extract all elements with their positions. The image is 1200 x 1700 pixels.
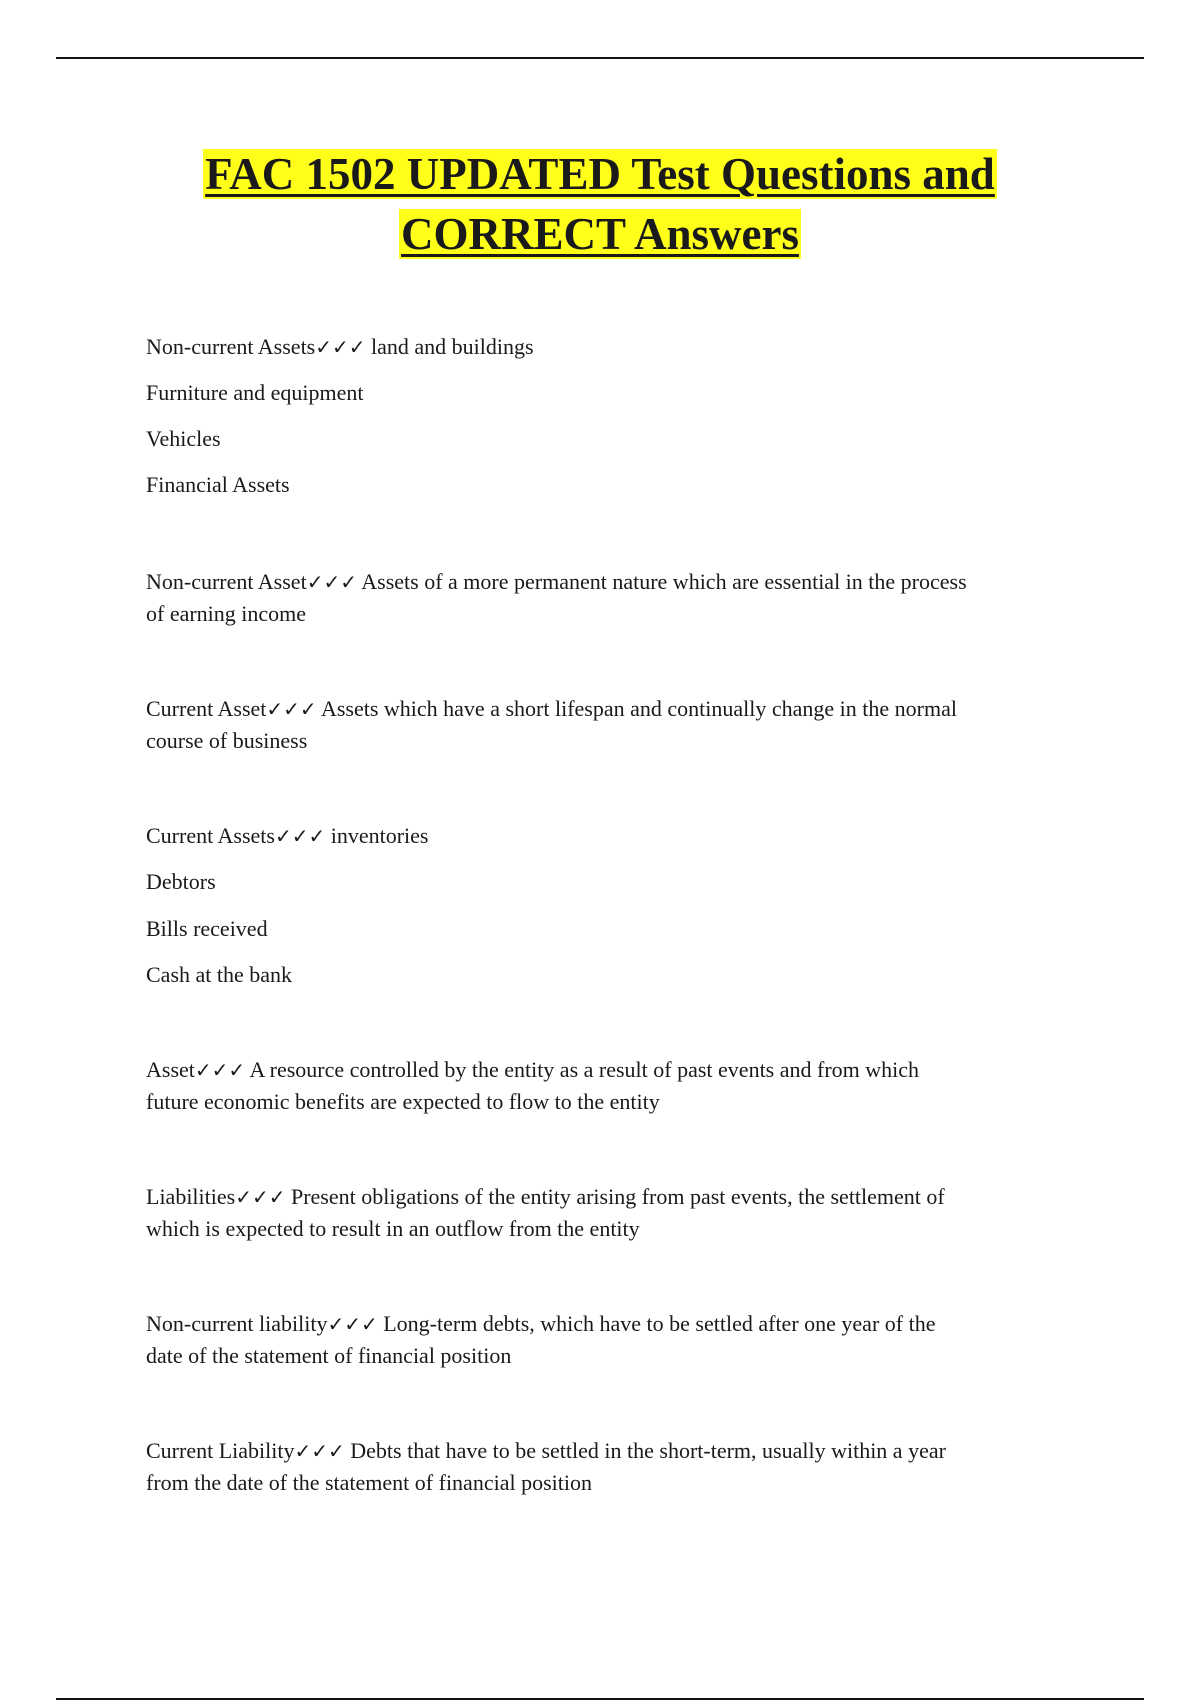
entry-term: Current Asset [146,696,267,721]
entry-term: Asset [146,1057,195,1082]
qa-entry [146,1308,1066,1372]
entry-answer: A resource controlled by the entity as a result of past events and from which [245,1057,920,1082]
qa-entry [146,331,1066,363]
entry-answer: Present obligations of the entity arising from past events, the settlement of [285,1184,945,1209]
entry-term: Current Liability [146,1438,295,1463]
qa-entry [146,566,1066,630]
entry-answer-continued: which is expected to result in an outflow from the entity [146,1216,640,1241]
qa-entry [146,1181,1066,1245]
list-item: Vehicles [146,426,221,451]
entry-answer: Assets of a more permanent nature which are essential in the process [356,569,967,594]
top-rule [56,57,1144,59]
entry-answer-continued: from the date of the statement of financial position [146,1470,592,1495]
qa-entry [146,693,1066,757]
entry-answer-continued: future economic benefits are expected to flow to the entity [146,1089,660,1114]
check-mark-icon: ✓✓✓ [294,1439,345,1463]
check-mark-icon: ✓✓✓ [274,824,326,848]
list-item: Bills received [146,916,268,941]
entry-answer: Assets which have a short lifespan and continually change in the normal [316,696,957,721]
entry-answer: Long-term debts, which have to be settled after one year of the [377,1311,936,1336]
entry-term: Current Assets [146,823,275,848]
entry-answer-continued: course of business [146,728,308,753]
qa-entry [146,820,1066,852]
title-line-2: CORRECT Answers [401,209,799,259]
check-mark-icon: ✓✓✓ [194,1058,246,1082]
entry-answer: land and buildings [365,334,534,359]
entry-answer-continued: of earning income [146,601,307,626]
list-item: Cash at the bank [146,962,293,987]
check-mark-icon: ✓✓✓ [306,570,357,594]
entry-answer: inventories [325,823,429,848]
check-mark-icon: ✓✓✓ [315,335,366,359]
title-line-1: FAC 1502 UPDATED Test Questions and [205,149,995,199]
list-item: Financial Assets [146,472,290,497]
qa-entry [146,1054,1066,1118]
entry-term: Non-current liability [146,1311,328,1336]
check-mark-icon: ✓✓✓ [235,1185,286,1209]
entry-term: Liabilities [146,1184,236,1209]
entry-term: Non-current Assets [146,334,316,359]
qa-entry [146,1435,1066,1499]
list-item: Debtors [146,869,216,894]
page-title [0,144,1200,264]
entry-answer: Debts that have to be settled in the short-term, usually within a year [344,1438,946,1463]
entry-answer-continued: date of the statement of financial position [146,1343,512,1368]
check-mark-icon: ✓✓✓ [266,697,317,721]
entry-term: Non-current Asset [146,569,307,594]
list-item: Furniture and equipment [146,380,364,405]
check-mark-icon: ✓✓✓ [327,1312,378,1336]
